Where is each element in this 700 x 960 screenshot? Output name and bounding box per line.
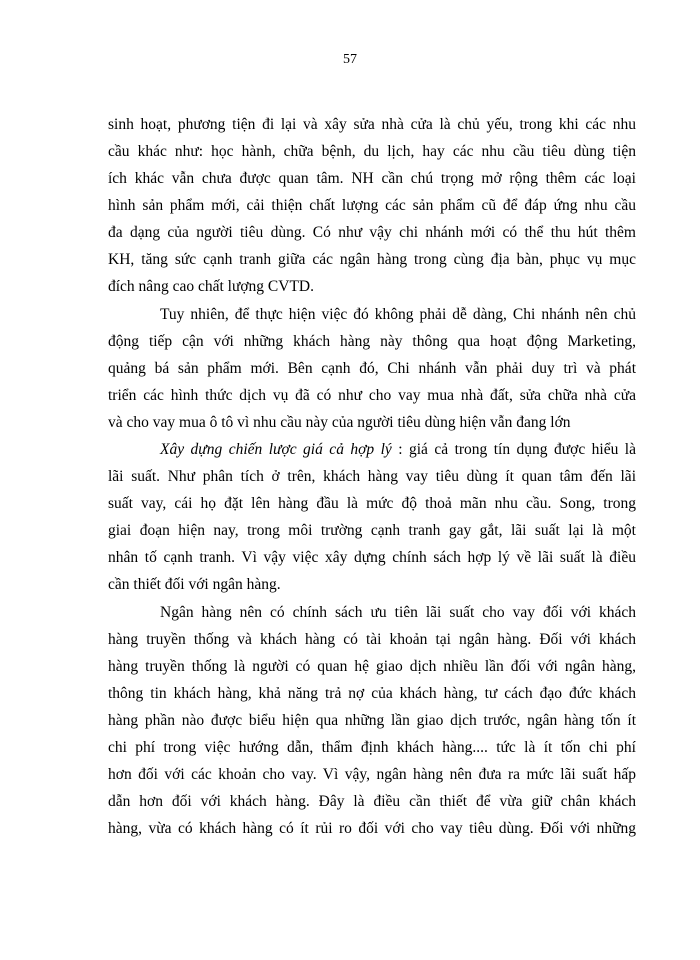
text-line: hàng truyền thống là người có quan hệ giao dịch nhiều lần đối với ngân hàng, (108, 658, 636, 675)
text-line: dẫn hơn đối với khách hàng. Đây là điều cần thiết để vừa giữ chân khách (108, 793, 636, 810)
text-line: nhân tố cạnh tranh. Vì vậy việc xây dựng chính sách hợp lý về lãi suất là điều (108, 549, 636, 566)
page-number: 57 (343, 52, 357, 67)
text-line: hàng, vừa có khách hàng có ít rủi ro đối với cho vay tiêu dùng. Đối với những (108, 820, 636, 837)
text-line: thông tin khách hàng, khả năng trả nợ của khách hàng, tư cách đạo đức khách (108, 685, 636, 702)
text-line: Ngân hàng nên có chính sách ưu tiên lãi suất cho vay đối với khách (160, 604, 636, 621)
text-line: cầu khác như: học hành, chữa bệnh, du lịch, hay các nhu cầu tiêu dùng tiện (108, 143, 636, 160)
text-line: quảng bá sản phẩm mới. Bên cạnh đó, Chi nhánh vẫn phải duy trì và phát (108, 360, 636, 377)
text-line: sinh hoạt, phương tiện đi lại và xây sửa nhà cửa là chủ yếu, trong khi các nhu (108, 116, 636, 133)
text-line: hình sản phẩm mới, cải thiện chất lượng các sản phẩm cũ để đáp ứng nhu cầu (108, 197, 636, 214)
text-line: giai đoạn hiện nay, trong môi trường cạnh tranh gay gắt, lãi suất lại là một (108, 522, 636, 539)
text-line: triển các hình thức dịch vụ đã có như cho vay mua nhà đất, sửa chữa nhà cửa (108, 387, 636, 404)
text-line: suất vay, cái họ đặt lên hàng đầu là mức độ thoả mãn nhu cầu. Song, trong (108, 495, 636, 512)
italic-heading: Xây dựng chiến lược giá cả hợp lý (160, 441, 392, 458)
text-line: hàng truyền thống và khách hàng có tài khoản tại ngân hàng. Đối với khách (108, 631, 636, 648)
text-line: đa dạng của người tiêu dùng. Có như vậy chi nhánh mới có thể thu hút thêm (108, 224, 636, 241)
text-line: lãi suất. Như phân tích ở trên, khách hàng vay tiêu dùng ít quan tâm đến lãi (108, 468, 636, 485)
text-span: : giá cả trong tín dụng được hiểu là (391, 441, 636, 458)
text-line: hàng phần nào được biểu hiện qua những lần giao dịch trước, ngân hàng tốn ít (108, 712, 636, 729)
text-line: KH, tăng sức cạnh tranh giữa các ngân hàng trong cùng địa bàn, phục vụ mục (108, 251, 636, 268)
text-line (160, 440, 636, 460)
text-line: và cho vay mua ô tô vì nhu cầu này của người tiêu dùng hiện vẫn đang lớn (108, 414, 571, 431)
text-line: Tuy nhiên, để thực hiện việc đó không phải dễ dàng, Chi nhánh nên chủ (160, 306, 636, 323)
text-line: động tiếp cận với những khách hàng này thông qua hoạt động Marketing, (108, 333, 636, 350)
text-line: chi phí trong việc hướng dẫn, thẩm định khách hàng.... tức là ít tốn chi phí (108, 739, 636, 756)
text-line: ích khác vẫn chưa được quan tâm. NH cần chú trọng mở rộng thêm các loại (108, 170, 636, 187)
text-line: hơn đối với các khoản cho vay. Vì vậy, ngân hàng nên đưa ra mức lãi suất hấp (108, 766, 636, 783)
text-line: đích nâng cao chất lượng CVTD. (108, 278, 314, 295)
text-line: cần thiết đối với ngân hàng. (108, 576, 281, 593)
